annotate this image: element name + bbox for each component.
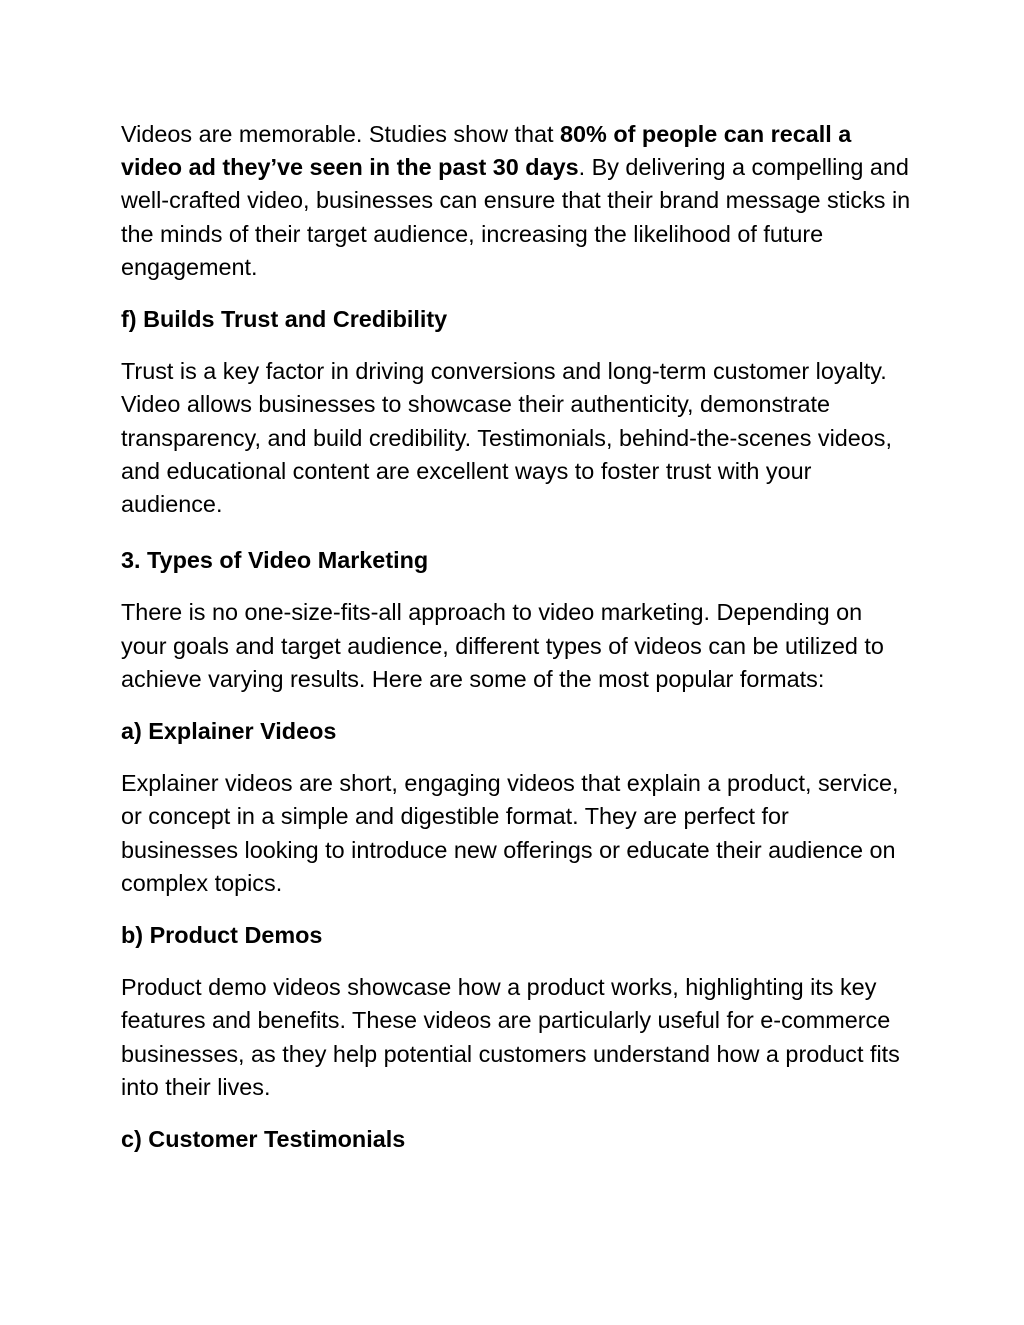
heading-types-of-video-marketing: 3. Types of Video Marketing xyxy=(121,547,429,574)
paragraph-builds-trust: Trust is a key factor in driving conversions and long-term customer loyalty. Video allows businesses to showcase their authenticity, demonstrate transparency, and build credibility. Testimonials, behind-the-scenes videos, and educational content are excellent ways to foster trust with your audience. xyxy=(121,358,892,518)
paragraph-types-of-video-marketing: There is no one-size-fits-all approach to video marketing. Depending on your goals and target audience, different types of videos can be utilized to achieve varying results. Here are some of the most popular formats: xyxy=(121,599,884,692)
intro-statistic-highlight: 80% of people can recall a video ad they’ve seen in the past 30 days xyxy=(121,121,852,181)
spacer xyxy=(121,577,911,596)
intro-paragraph xyxy=(121,118,911,284)
heading-customer-testimonials: c) Customer Testimonials xyxy=(121,1126,406,1153)
heading-builds-trust: f) Builds Trust and Credibility xyxy=(121,306,448,333)
spacer xyxy=(121,336,911,355)
paragraph-product-demos: Product demo videos showcase how a product works, highlighting its key features and benefits. These videos are particularly useful for e-commerce businesses, as they help potential customers understand how a product fits into their lives. xyxy=(121,974,900,1100)
document-page xyxy=(121,118,911,1156)
spacer xyxy=(121,952,911,971)
heading-explainer-videos: a) Explainer Videos xyxy=(121,718,337,745)
paragraph-explainer-videos: Explainer videos are short, engaging videos that explain a product, service, or concept in a simple and digestible format. They are perfect for businesses looking to introduce new offerings or educate their audience on complex topics. xyxy=(121,770,899,896)
heading-product-demos: b) Product Demos xyxy=(121,922,323,949)
spacer xyxy=(121,284,911,303)
intro-text-end: . By delivering a compelling and well-crafted video, businesses can ensure that their brand message sticks in the minds of their target audience, increasing the likelihood of future engagement. xyxy=(121,154,911,280)
spacer xyxy=(121,521,911,544)
intro-text-start: Videos are memorable. Studies show that xyxy=(121,121,561,147)
spacer xyxy=(121,900,911,919)
spacer xyxy=(121,696,911,715)
spacer xyxy=(121,1104,911,1123)
spacer xyxy=(121,748,911,767)
